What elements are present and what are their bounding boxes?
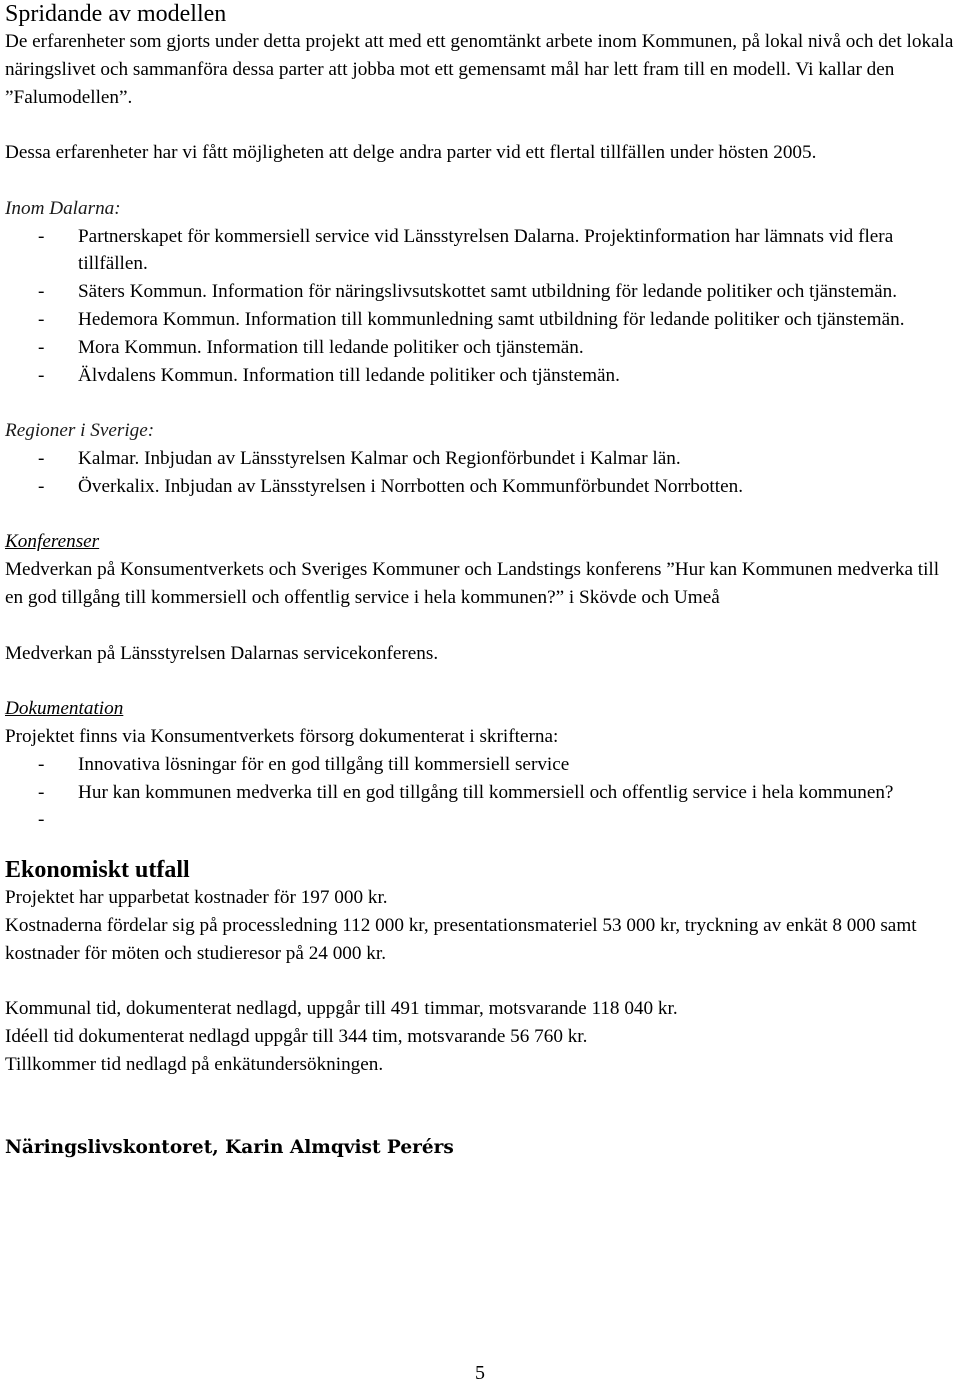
list-dash: - [38,809,45,831]
list-item-text: Älvdalens Kommun. Information till ledande politiker och tjänstemän. [78,364,620,386]
paragraph-dokumentation-intro: Projektet finns via Konsumentverkets försorg dokumenterat i skrifterna: [5,725,559,747]
list-item-text: Överkalix. Inbjudan av Länsstyrelsen i Norrbotten och Kommunförbundet Norrbotten. [78,475,744,497]
list-dash: - [38,336,45,358]
list-dash: - [38,475,45,497]
spacer [5,167,958,195]
list-item-text: Innovativa lösningar för en god tillgång till kommersiell service [78,753,570,775]
spacer [5,612,958,640]
list-item-text: Mora Kommun. Information till ledande politiker och tjänstemän. [78,336,584,358]
spacer [5,834,958,856]
list-dash: - [38,753,45,775]
page-number: 5 [475,1362,485,1384]
list-dash: - [38,308,45,330]
paragraph-ekonomi-5: Tillkommer tid nedlagd på enkätundersökningen. [5,1053,384,1075]
list-item [5,306,958,334]
list-item [5,362,958,390]
list-item [5,473,958,501]
list-regioner [5,445,958,501]
list-item-text: Partnerskapet för kommersiell service vid Länsstyrelsen Dalarna. Projektinformation har lämnats vid flera tillfällen. [78,225,894,275]
section-heading-konferenser: Konferenser [5,531,100,553]
paragraph-konferenser-2: Medverkan på Länsstyrelsen Dalarnas servicekonferens. [5,642,439,664]
list-item [5,806,958,834]
list-item [5,223,958,279]
section-heading-dokumentation: Dokumentation [5,698,124,720]
section-heading-dalarna: Inom Dalarna: [5,197,121,219]
spacer [5,968,958,996]
spacer [5,1079,958,1134]
document-page [5,0,958,1161]
paragraph-spridande-2: Dessa erfarenheter har vi fått möjligheten att delge andra parter vid ett flertal tillfällen under hösten 2005. [5,142,817,164]
paragraph-ekonomi-2: Kostnaderna fördelar sig på processledning 112 000 kr, presentationsmateriel 53 000 kr, tryckning av enkät 8 000 samt kostnader för möten och studieresor på 24 000 kr. [5,914,917,964]
list-dash: - [38,225,45,247]
list-item [5,334,958,362]
list-item [5,751,958,779]
spacer [5,667,958,695]
section-heading-regioner: Regioner i Sverige: [5,420,155,442]
spacer [5,111,958,139]
list-item-text: Kalmar. Inbjudan av Länsstyrelsen Kalmar och Regionförbundet i Kalmar län. [78,447,681,469]
list-item [5,278,958,306]
list-item-text: Hur kan kommunen medverka till en god tillgång till kommersiell och offentlig service i hela kommunen? [78,781,894,803]
paragraph-ekonomi-4: Idéell tid dokumenterat nedlagd uppgår till 344 tim, motsvarande 56 760 kr. [5,1026,588,1048]
paragraph-spridande-1: De erfarenheter som gjorts under detta projekt att med ett genomtänkt arbete inom Kommunen, på lokal nivå och det lokala näringslivet och sammanföra dessa parter att jobba mot ett gemensamt mål har lett fram till en modell. Vi kallar den ”Falumodellen”. [5,31,954,108]
list-dalarna [5,223,958,390]
list-item [5,779,958,807]
list-item-text: Hedemora Kommun. Information till kommunledning samt utbildning för ledande politiker och tjänstemän. [78,308,905,330]
list-dash: - [38,447,45,469]
spacer [5,501,958,529]
list-dash: - [38,364,45,386]
list-dokumentation [5,751,958,834]
paragraph-ekonomi-1: Projektet har upparbetat kostnader för 197 000 kr. [5,887,388,909]
paragraph-ekonomi-3: Kommunal tid, dokumenterat nedlagd, uppgår till 491 timmar, motsvarande 118 040 kr. [5,998,678,1020]
signature: Näringslivskontoret, Karin Almqvist Perérs [5,1136,454,1158]
list-dash: - [38,281,45,303]
list-item-text: Säters Kommun. Information för näringslivsutskottet samt utbildning för ledande politiker och tjänstemän. [78,281,898,303]
spacer [5,389,958,417]
list-dash: - [38,781,45,803]
paragraph-konferenser-1: Medverkan på Konsumentverkets och Sveriges Kommuner och Landstings konferens ”Hur kan Kommunen medverka till en god tillgång till kommersiell och offentlig service i hela kommunen?” i Skövde och Umeå [5,559,940,608]
section-heading-spridande: Spridande av modellen [5,1,227,27]
list-item [5,445,958,473]
section-heading-ekonomi: Ekonomiskt utfall [5,857,190,884]
